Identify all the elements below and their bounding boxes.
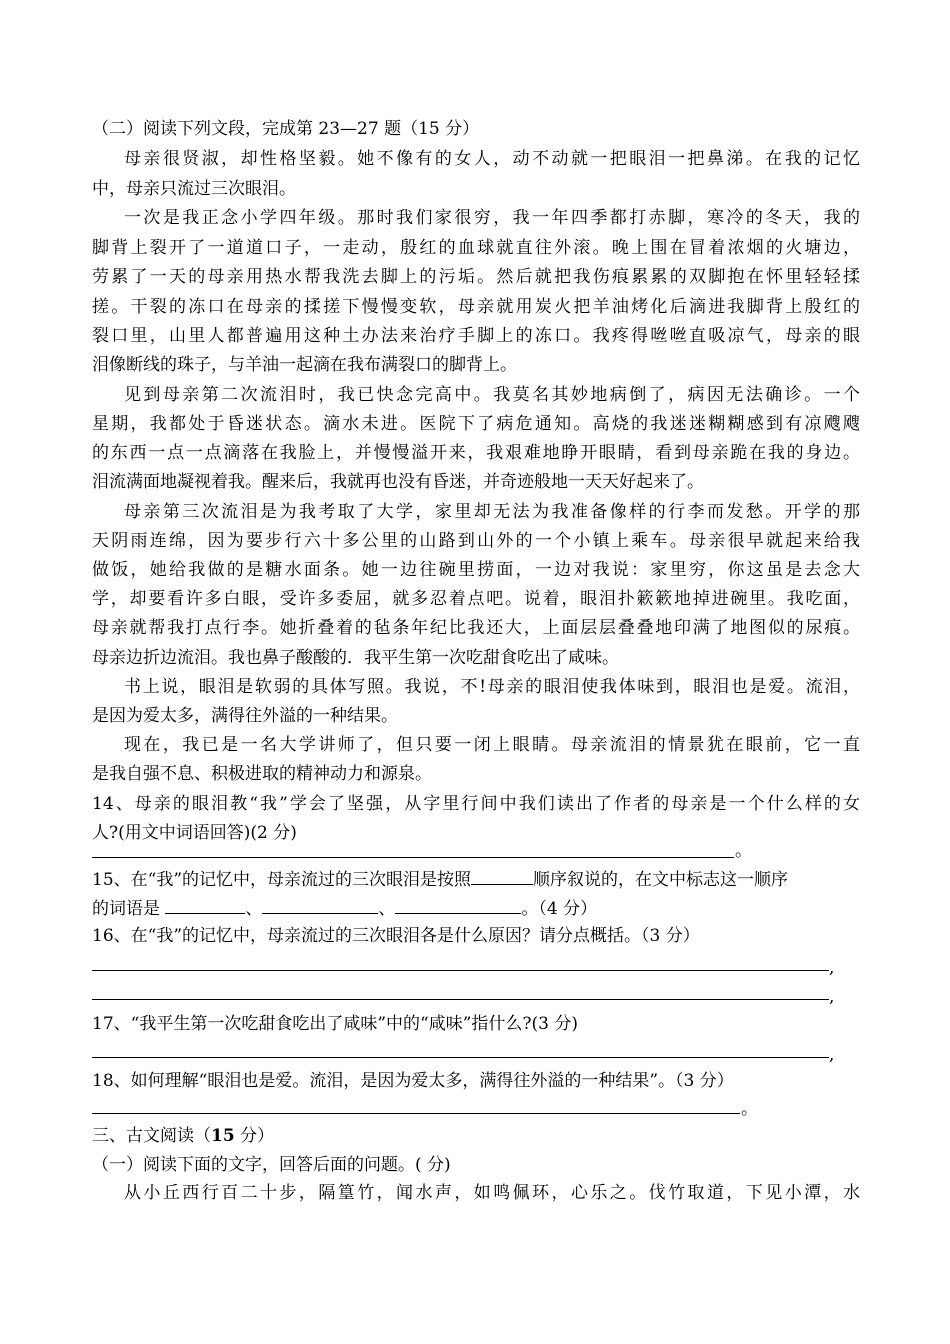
answer-line-17[interactable] bbox=[92, 1057, 829, 1058]
section-3-title bbox=[92, 1124, 274, 1148]
passage-line: 是因为爱太多，满得往外溢的一种结果。 bbox=[92, 706, 398, 726]
section-3-score: 15 bbox=[211, 1126, 235, 1146]
passage-line: 裂口里，山里人都普遍用这种土办法来治疗手脚上的冻口。我疼得咝咝直吸凉气，母亲的眼 bbox=[92, 326, 860, 346]
question-16: 16、在“我”的记忆中，母亲流过的三次眼泪各是什么原因？请分点概括。（3 分） bbox=[92, 926, 700, 946]
separator: 、 bbox=[378, 899, 396, 919]
section-3-title-a: 三、古文阅读（ bbox=[92, 1126, 211, 1146]
passage-line: 母亲第三次流泪是为我考取了大学，家里却无法为我准备像样的行李而发愁。开学的那 bbox=[124, 502, 860, 522]
separator: 、 bbox=[245, 899, 263, 919]
passage-line: 母亲就帮我打点行李。她折叠着的毡条年纪比我还大，上面层层叠叠地印满了地图似的尿痕。 bbox=[92, 618, 860, 638]
passage-line: 见到母亲第二次流泪时，我已快念完高中。我莫名其妙地病倒了，病因无法确诊。一个 bbox=[124, 385, 860, 405]
answer-line-end: 。 bbox=[741, 1099, 758, 1119]
question-17: 17、“我平生第一次吃甜食吃出了咸味”中的“咸味”指什么?(3 分) bbox=[92, 1014, 578, 1034]
question-15-cont bbox=[92, 895, 597, 921]
answer-blank-word-3[interactable] bbox=[395, 895, 521, 914]
section-3-title-c: 分） bbox=[234, 1126, 275, 1146]
passage-line: 泪像断线的珠子，与羊油一起滴在我布满裂口的脚背上。 bbox=[92, 355, 517, 375]
section-title: （二）阅读下列文段，完成第 23—27 题（15 分） bbox=[92, 119, 480, 139]
classical-text-line: 从小丘西行百二十步，隔篁竹，闻水声，如鸣佩环，心乐之。伐竹取道，下见小潭，水 bbox=[124, 1183, 860, 1203]
question-15-text-c: 的词语是 bbox=[92, 899, 160, 919]
answer-line-16a[interactable] bbox=[92, 970, 829, 971]
passage-line: 做饭，她给我做的是糖水面条。她一边往碗里捞面，一边对我说：家里穷，你这虽是去念大 bbox=[92, 560, 860, 580]
passage-line: 天阴雨连绵，因为要步行六十多公里的山路到山外的一个小镇上乘车。母亲很早就起来给我 bbox=[92, 531, 860, 551]
question-14: 14、母亲的眼泪教“我”学会了坚强，从字里行间中我们读出了作者的母亲是一个什么样的女 bbox=[92, 794, 860, 814]
answer-line-end: , bbox=[829, 958, 835, 978]
question-18: 18、如何理解“眼泪也是爱。流泪，是因为爱太多，满得往外溢的一种结果”。（3 分） bbox=[92, 1071, 734, 1091]
passage-line: 劳累了一天的母亲用热水帮我洗去脚上的污垢。然后就把我伤痕累累的双脚抱在怀里轻轻揉 bbox=[92, 267, 860, 287]
passage-line: 泪流满面地凝视着我。醒来后，我就再也没有昏迷，并奇迹般地一天天好起来了。 bbox=[92, 472, 704, 492]
answer-blank-word-2[interactable] bbox=[262, 895, 378, 914]
question-15-text-a: 15、在“我”的记忆中，母亲流过的三次眼泪是按照 bbox=[92, 870, 472, 890]
answer-blank-word-1[interactable] bbox=[165, 895, 245, 914]
passage-line: 母亲很贤淑，却性格坚毅。她不像有的女人，动不动就一把眼泪一把鼻涕。在我的记忆 bbox=[124, 149, 860, 169]
passage-line: 中，母亲只流过三次眼泪。 bbox=[92, 179, 296, 199]
passage-line: 脚背上裂开了一道道口子，一走动，殷红的血球就直往外滚。晚上围在冒着浓烟的火塘边， bbox=[92, 238, 860, 258]
passage-line: 搓。干裂的冻口在母亲的揉搓下慢慢变软，母亲就用炭火把羊油烤化后滴进我脚背上殷红的 bbox=[92, 297, 860, 317]
question-15 bbox=[92, 866, 788, 892]
section-3-subtitle: （一）阅读下面的文字，回答后面的问题。( 分) bbox=[92, 1155, 451, 1175]
answer-line-end: , bbox=[829, 1045, 835, 1065]
passage-line: 学，却要看许多白眼，受许多委屈，就多忍着点吧。说着，眼泪扑簌簌地掉进碗里。我吃面， bbox=[92, 589, 860, 609]
answer-line-16b[interactable] bbox=[92, 999, 829, 1000]
passage-line: 母亲边折边流泪。我也鼻子酸酸的．我平生第一次吃甜食吃出了咸味。 bbox=[92, 648, 619, 668]
answer-line-end: 。 bbox=[735, 841, 752, 861]
answer-blank-order[interactable] bbox=[471, 866, 533, 885]
passage-line: 现在，我已是一名大学讲师了，但只要一闭上眼睛。母亲流泪的情景犹在眼前，它一直 bbox=[124, 735, 860, 755]
answer-line-18[interactable] bbox=[92, 1113, 740, 1114]
passage-line: 的东西一点一点滴落在我脸上，并慢慢溢开来，我艰难地睁开眼睛，看到母亲跪在我的身边。 bbox=[92, 443, 860, 463]
answer-line-end: , bbox=[829, 987, 835, 1007]
question-14-cont: 人?(用文中词语回答)(2 分) bbox=[92, 823, 297, 843]
passage-line: 星期，我都处于昏迷状态。滴水未进。医院下了病危通知。高烧的我迷迷糊糊感到有凉飕飕 bbox=[92, 414, 860, 434]
answer-line-14[interactable] bbox=[92, 857, 734, 858]
passage-line: 是我自强不息、积极进取的精神动力和源泉。 bbox=[92, 764, 432, 784]
question-15-text-b: 顺序叙说的，在文中标志这一顺序 bbox=[533, 870, 789, 890]
question-15-end: 。（4 分） bbox=[521, 899, 598, 919]
passage-line: 一次是我正念小学四年级。那时我们家很穷，我一年四季都打赤脚，寒冷的冬天，我的 bbox=[124, 208, 860, 228]
passage-line: 书上说，眼泪是软弱的具体写照。我说，不!母亲的眼泪使我体味到，眼泪也是爱。流泪， bbox=[124, 677, 860, 697]
